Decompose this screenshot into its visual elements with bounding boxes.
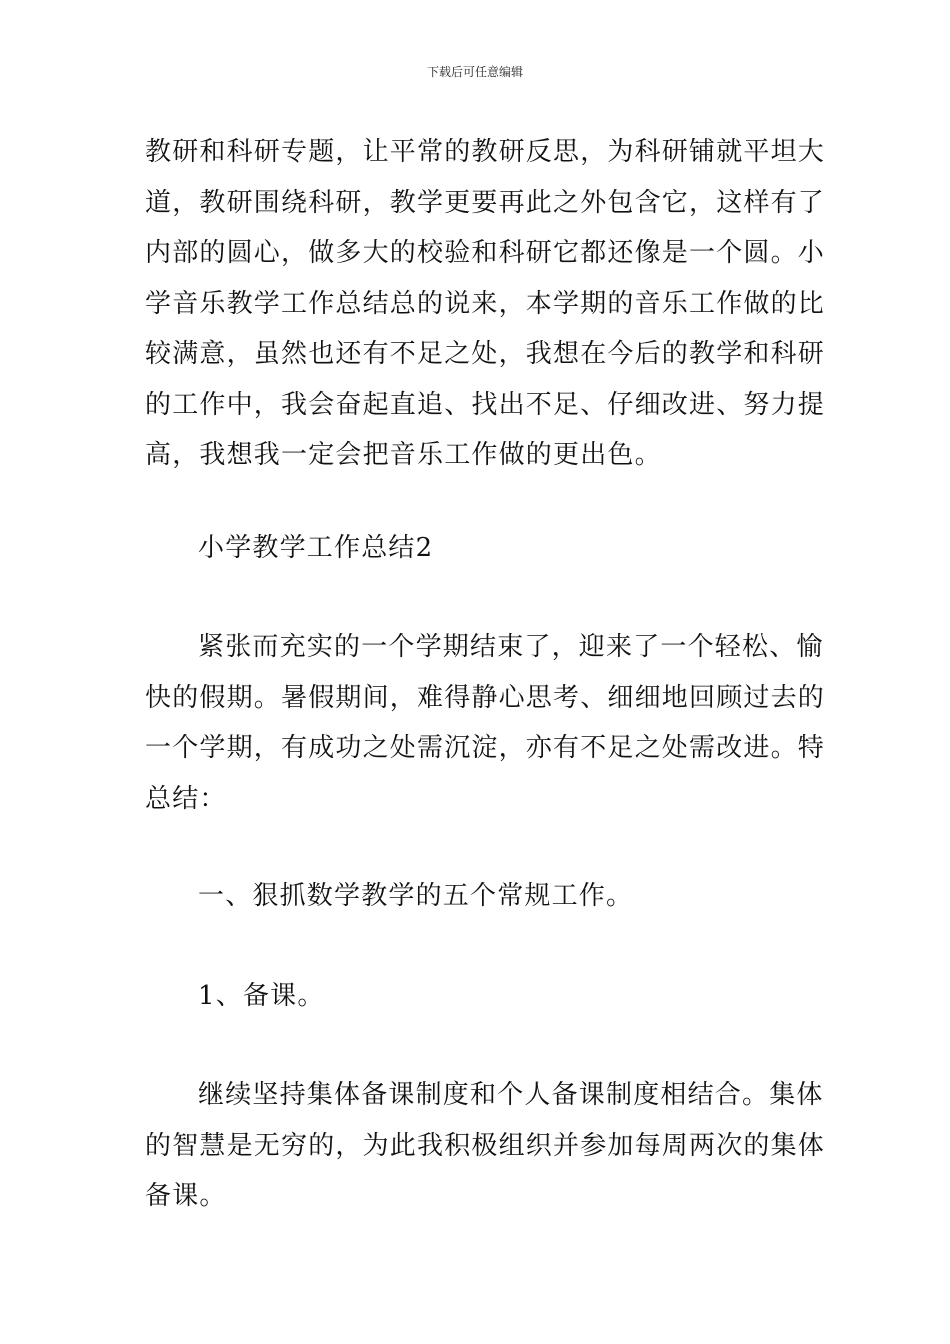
subheading bbox=[145, 871, 807, 922]
text-line: 内部的圆心，做多大的校验和科研它都还像是一个圆。小 bbox=[145, 238, 826, 268]
text-line: 备课。 bbox=[145, 1181, 227, 1211]
text-line: 总结： bbox=[145, 783, 227, 814]
subheading-text: 一、狠抓数学教学的五个常规工作。 bbox=[198, 881, 634, 911]
text-line: 继续坚持集体备课制度和个人备课制度相结合。集体 bbox=[198, 1080, 824, 1110]
heading-text: 小学教学工作总结2 bbox=[198, 533, 434, 563]
text-line: 紧张而充实的一个学期结束了，迎来了一个轻松、愉 bbox=[198, 632, 824, 662]
text-line: 学音乐教学工作总结总的说来，本学期的音乐工作做的比 bbox=[145, 288, 826, 319]
list-item-text: 1、备课。 bbox=[198, 981, 325, 1011]
body-paragraph bbox=[145, 127, 826, 481]
text-line: 高，我想我一定会把音乐工作做的更出色。 bbox=[145, 440, 662, 470]
text-line: 的智慧是无穷的，为此我积极组织并参加每周两次的集体 bbox=[145, 1130, 826, 1161]
text-line: 道，教研围绕科研，教学更要再此之外包含它，这样有了 bbox=[145, 187, 826, 218]
body-paragraph bbox=[145, 622, 826, 824]
text-line: 较满意，虽然也还有不足之处，我想在今后的教学和科研 bbox=[145, 339, 826, 369]
section-heading bbox=[145, 523, 807, 574]
body-paragraph bbox=[145, 1070, 826, 1222]
text-line: 一个学期，有成功之处需沉淀，亦有不足之处需改进。特 bbox=[145, 733, 826, 763]
text-line: 快的假期。暑假期间，难得静心思考、细细地回顾过去的 bbox=[145, 682, 826, 713]
list-item-heading bbox=[145, 971, 807, 1022]
text-line: 的工作中，我会奋起直追、找出不足、仔细改进、努力提 bbox=[145, 389, 826, 420]
text-line: 教研和科研专题，让平常的教研反思，为科研铺就平坦大 bbox=[145, 137, 826, 167]
page-header: 下载后可任意编辑 bbox=[426, 65, 523, 79]
